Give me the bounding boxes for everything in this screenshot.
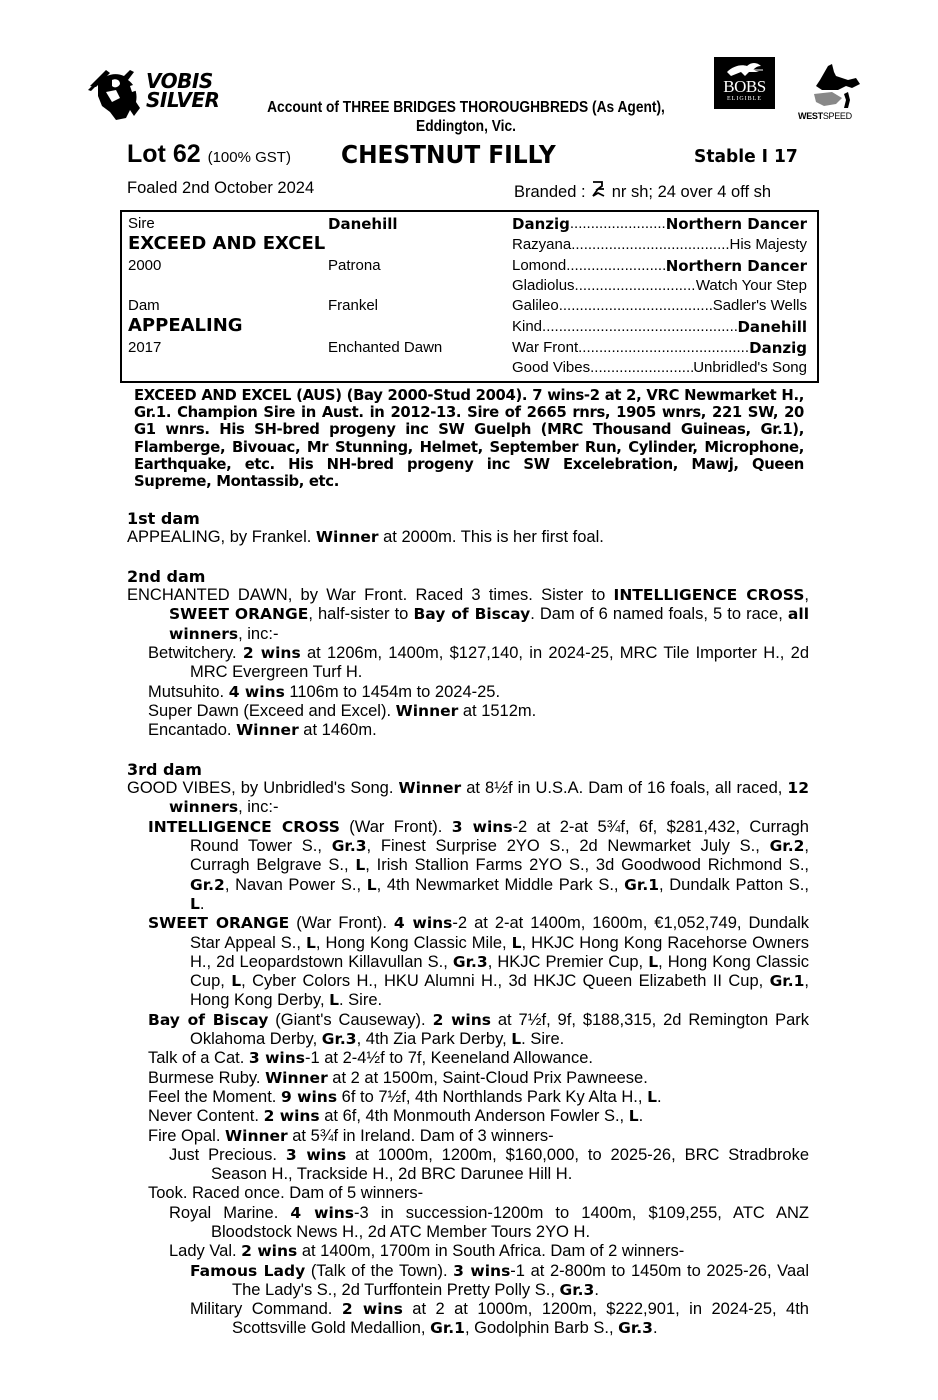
horse-description: CHESTNUT FILLY (341, 140, 556, 169)
gen3-row: Danzig ..... Northern Dancer (512, 214, 807, 235)
family-entry: GOOD VIBES, by Unbridled's Song. Winner at 8½f in U.S.A. Dam of 16 foals, all raced, 12 winners, inc:- (127, 779, 809, 817)
family-entry: Super Dawn (Exceed and Excel). Winner at 1512m. (148, 701, 537, 720)
lot-number: Lot 62 (100% GST) (127, 140, 291, 168)
vendor-account (260, 98, 673, 136)
family-entry: Just Precious. 3 wins at 1000m, 1200m, $160,000, to 2025-26, BRC Stradbroke Season H., Trackside H., 2d BRC Darunee Hill H. (169, 1145, 810, 1184)
gen3-row: Galileo ..... Sadler's Wells (512, 296, 807, 317)
gen3-row: War Front ..... Danzig (512, 338, 807, 359)
family-entry: ENCHANTED DAWN, by War Front. Raced 3 times. Sister to INTELLIGENCE CROSS, SWEET ORANGE, half-sister to Bay of Biscay. Dam of 6 named foals, 5 to race, all winners, inc:- (127, 586, 810, 643)
family-entry: Burmese Ruby. Winner at 2 at 1500m, Saint-Cloud Prix Pawneese. (148, 1068, 648, 1087)
stable-number: Stable I 17 (694, 146, 798, 167)
section-heading: 1st dam (127, 509, 200, 528)
bobs-eligible-logo (714, 57, 775, 109)
sire-sire: Danehill (328, 215, 398, 233)
dam-sire: Frankel (328, 297, 379, 314)
family-entry: Betwitchery. 2 wins at 1206m, 1400m, $127,140, in 2024-25, MRC Tile Importer H., 2d MRC Evergreen Turf H. (148, 644, 809, 682)
sire-year: 2000 (128, 257, 162, 274)
family-entry: Mutsuhito. 4 wins 1106m to 1454m to 2024-25. (148, 682, 501, 701)
gen3-row: Razyana ..... His Majesty (512, 235, 807, 256)
family-entry: Royal Marine. 4 wins-3 in succession-1200m to 1400m, $109,255, ATC ANZ Bloodstock News H., 2d ATC Member Tours 2YO H. (169, 1203, 810, 1241)
bobs-sub: ELIGIBLE (727, 96, 762, 102)
family-entry: INTELLIGENCE CROSS (War Front). 3 wins-2 at 2-at 5¾f, 6f, $281,432, Curragh Round Tower S., Gr.3, Finest Surprise 2YO S., 2d Newmarket July S., Gr.2, Curragh Belgrave S., L, Irish Stallion Farms 2YO S., 3d Goodwood Richmond S., Gr.2, Navan Power S., L, 4th Newmarket Middle Park S., Gr.1, Dundalk Patton S., L. (148, 817, 809, 913)
dam-label: Dam (128, 297, 160, 314)
brand-mark-icon (590, 179, 607, 199)
gst-note: (100% GST) (207, 149, 291, 166)
family-entry: Famous Lady (Talk of the Town). 3 wins-1 at 2-800m to 1450m to 2025-26, Vaal The Lady's S., 2d Turffontein Pretty Polly S., Gr.3. (190, 1261, 809, 1299)
brand-info: Branded : nr sh; 24 over 4 off sh (514, 179, 771, 202)
family-entry: Took. Raced once. Dam of 5 winners- (148, 1184, 424, 1203)
westspeed-wordmark: WESTSPEED (798, 111, 852, 121)
dam-dam: Enchanted Dawn (328, 339, 443, 356)
family-entry: Never Content. 2 wins at 6f, 4th Monmouth Anderson Fowler S., L. (148, 1107, 644, 1126)
gen3-row: Lomond ..... Northern Dancer (512, 256, 807, 277)
family-entry: Feel the Moment. 9 wins 6f to 7½f, 4th Northlands Park Ky Alta H., L. (148, 1087, 662, 1106)
pedigree-table (120, 210, 819, 383)
family-entry: SWEET ORANGE (War Front). 4 wins-2 at 2-at 1400m, 1600m, €1,052,749, Dundalk Star Appeal S., L, Hong Kong Classic Mile, L, HKJC Hong Kong Racehorse Owners H., 2d Leopardstown Killavullan S., Gr.3, HKJC Premier Cup, L, Hong Kong Classic Cup, L, Cyber Colors H., HKU Alumni H., 3d HKJC Queen Elizabeth II Cup, Gr.1, Hong Kong Derby, L. Sire. (148, 914, 810, 1010)
family-entry: Military Command. 2 wins at 2 at 1000m, 1200m, $222,901, in 2024-25, 4th Scottsville Gold Medallion, Gr.1, Godolphin Barb S., Gr.3. (190, 1300, 809, 1338)
foaled-date: Foaled 2nd October 2024 (127, 179, 315, 197)
family-entry: Fire Opal. Winner at 5¾f in Ireland. Dam of 3 winners- (148, 1126, 554, 1145)
vobis-silver-logo (86, 66, 221, 122)
bobs-word: BOBS (723, 77, 766, 96)
account-line-2: Eddington, Vic. (416, 118, 516, 135)
section-heading: 2nd dam (127, 566, 206, 586)
westspeed-logo (798, 64, 862, 122)
family-pages (127, 509, 809, 1339)
sire-label: Sire (128, 215, 155, 232)
family-entry: Bay of Biscay (Giant's Causeway). 2 wins at 7½f, 9f, $188,315, 2d Remington Park Oklahoma Derby, Gr.3, 4th Zia Park Derby, L. Sire. (148, 1010, 810, 1049)
family-entry: Lady Val. 2 wins at 1400m, 1700m in South Africa. Dam of 2 winners- (169, 1242, 685, 1261)
dam-name: APPEALING (128, 315, 243, 336)
vobis-line1: VOBIS (146, 69, 213, 93)
sire-dam: Patrona (328, 257, 381, 274)
section-heading: 3rd dam (127, 759, 202, 779)
account-line-1: Account of THREE BRIDGES THOROUGHBREDS (As Agent), (267, 99, 665, 116)
sire-name: EXCEED AND EXCEL (128, 233, 326, 254)
horse-silhouette-icon (802, 64, 862, 110)
family-entry: Talk of a Cat. 3 wins-1 at 2-4½f to 7f, Keeneland Allowance. (148, 1049, 593, 1068)
dam-year: 2017 (128, 339, 162, 356)
sire-summary: EXCEED AND EXCEL (AUS) (Bay 2000-Stud 2004). 7 wins-2 at 2, VRC Newmarket H., Gr.1. Champion Sire in Aust. in 2012-13. Sire of 2665 rnrs, 1905 wnrs, 221 SW, 20 G1 wnrs. His SH-bred progeny inc SW Guelph (MRC Thousand Guineas, Gr.1), Flamberge, Bivouac, Mr Stunning, Helmet, September Run, Cylinder, Microphone, Earthquake, etc. His NH-bred progeny inc SW Excelebration, Mawj, Queen Supreme, Montassib, etc. (134, 387, 804, 491)
gen3-row: Gladiolus ..... Watch Your Step (512, 276, 807, 297)
family-entry: APPEALING, by Frankel. Winner at 2000m. This is her first foal. (127, 528, 604, 547)
jockey-horse-icon (86, 66, 144, 122)
family-entry: Encantado. Winner at 1460m. (148, 721, 377, 740)
gen3-row: Good Vibes ..... Unbridled's Song (512, 358, 807, 379)
vobis-line2: SILVER (146, 88, 220, 112)
gen3-row: Kind ..... Danehill (512, 317, 807, 338)
